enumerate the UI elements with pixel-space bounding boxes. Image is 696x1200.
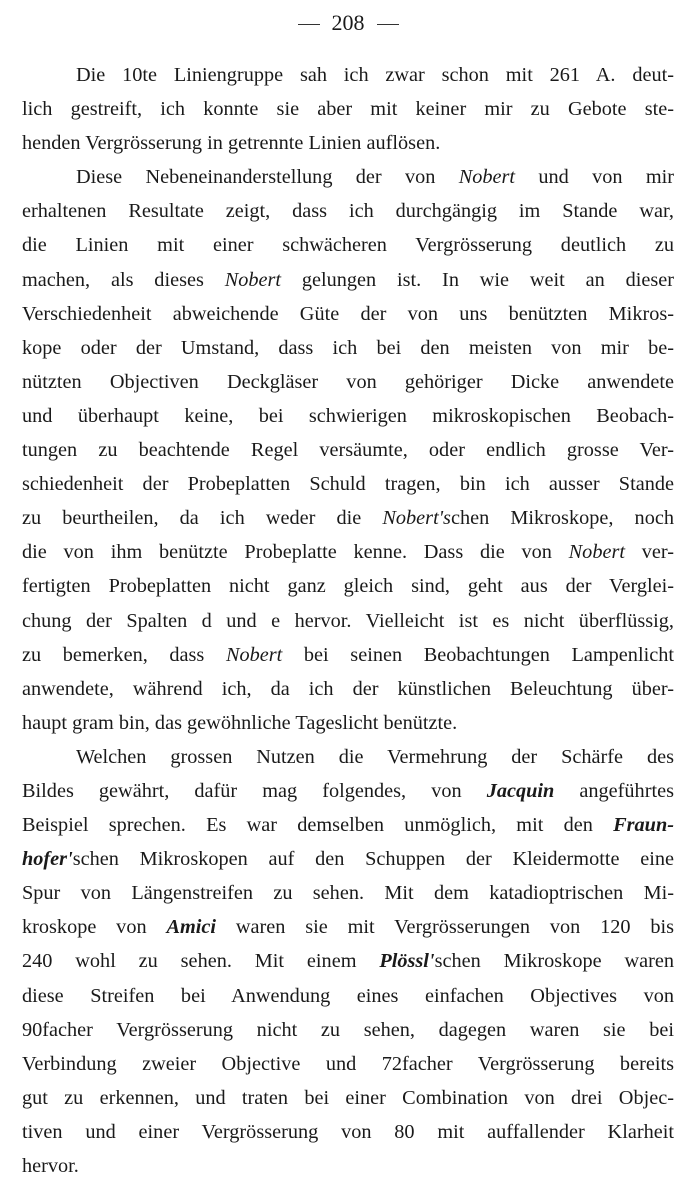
text-segment: erhaltenen Resultate zeigt, dass ich durchgängig im Stande war, — [22, 200, 674, 223]
text-segment: ver- — [625, 541, 674, 564]
emphasized-name: Nobert — [458, 166, 516, 189]
text-line — [22, 706, 674, 740]
text-line — [22, 774, 674, 808]
text-segment: bei seinen Beobachtungen Lampenlicht — [282, 643, 674, 666]
text-line — [22, 1149, 674, 1183]
text-line — [22, 331, 674, 365]
emphasized-name: Fraun- — [613, 814, 674, 837]
text-segment: Die 10te Liniengruppe sah ich zwar schon mit 261 A. deut- — [76, 64, 674, 86]
text-segment: hervor. — [22, 1155, 79, 1177]
text-segment: Beispiel sprechen. Es war demselben unmöglich, mit den — [22, 814, 614, 837]
text-segment: schiedenheit der Probeplatten Schuld tragen, bin ich ausser Stande — [22, 473, 674, 496]
text-line — [22, 160, 674, 194]
header-dash-left — [298, 24, 320, 25]
emphasized-name: Nobert — [568, 541, 625, 564]
text-line — [22, 467, 674, 501]
emphasized-name: Plössl' — [379, 950, 435, 973]
text-segment: kroskope von — [22, 916, 167, 939]
text-segment: 240 wohl zu sehen. Mit einem — [22, 950, 380, 973]
text-segment: schen Mikroskopen auf den Schuppen der Kleidermotte eine — [72, 848, 674, 871]
text-segment: machen, als dieses — [22, 268, 225, 291]
text-line — [22, 740, 674, 774]
text-segment: Diese Nebeneinanderstellung der von — [76, 166, 459, 189]
text-line — [22, 1047, 674, 1081]
text-line — [22, 297, 674, 331]
text-line — [22, 433, 674, 467]
text-segment: anwendete, während ich, da ich der künstlichen Beleuchtung über- — [22, 677, 674, 700]
text-line — [22, 604, 674, 638]
text-line — [22, 944, 674, 978]
text-line — [22, 876, 674, 910]
text-line — [22, 842, 674, 876]
text-segment: die von ihm benützte Probeplatte kenne. Dass die von — [22, 541, 569, 564]
text-line — [22, 194, 674, 228]
text-line — [22, 126, 674, 160]
page-header — [0, 10, 696, 36]
text-segment: die Linien mit einer schwächeren Vergrösserung deutlich zu — [22, 234, 674, 257]
text-segment: haupt gram bin, das gewöhnliche Tageslicht benützte. — [22, 711, 458, 734]
text-segment: und von mir — [515, 166, 674, 189]
text-line — [22, 501, 674, 535]
text-line — [22, 910, 674, 944]
text-segment: henden Vergrösserung in getrennte Linien auflösen. — [22, 132, 441, 155]
text-line — [22, 365, 674, 399]
text-segment: lich gestreift, ich konnte sie aber mit keiner mir zu Gebote ste- — [22, 98, 674, 121]
text-segment: Verschiedenheit abweichende Güte der von uns benützten Mikros- — [22, 302, 674, 325]
emphasized-name: hofer' — [22, 848, 73, 871]
text-line — [22, 569, 674, 603]
text-segment: chen Mikroskope, noch — [450, 507, 674, 530]
text-segment: waren sie mit Vergrösserungen von 120 bis — [216, 916, 674, 939]
text-line — [22, 58, 674, 92]
text-segment: Welchen grossen Nutzen die Vermehrung der Schärfe des — [76, 745, 674, 768]
text-line — [22, 263, 674, 297]
text-segment: nützten Objectiven Deckgläser von gehöriger Dicke anwendete — [22, 370, 674, 393]
text-line — [22, 638, 674, 672]
text-segment: 90facher Vergrösserung nicht zu sehen, dagegen waren sie bei — [22, 1018, 674, 1041]
emphasized-name: Nobert's — [382, 507, 451, 530]
text-line — [22, 1115, 674, 1149]
body-text — [22, 58, 674, 1183]
text-segment: gut zu erkennen, und traten bei einer Combination von drei Objec- — [22, 1086, 674, 1109]
text-segment: gelungen ist. In wie weit an dieser — [281, 268, 674, 291]
text-line — [22, 92, 674, 126]
emphasized-name: Amici — [166, 916, 217, 939]
text-segment: Bildes gewährt, dafür mag folgendes, von — [22, 779, 487, 802]
text-segment: chung der Spalten d und e hervor. Vielleicht ist es nicht überflüssig, — [22, 609, 674, 632]
emphasized-name: Nobert — [225, 643, 283, 666]
text-segment: zu bemerken, dass — [22, 643, 226, 666]
text-segment: Spur von Längenstreifen zu sehen. Mit dem katadioptrischen Mi- — [22, 882, 674, 905]
text-segment: fertigten Probeplatten nicht ganz gleich sind, geht aus der Verglei- — [22, 575, 674, 598]
text-line — [22, 979, 674, 1013]
emphasized-name: Nobert — [224, 268, 282, 291]
text-segment: diese Streifen bei Anwendung eines einfachen Objectives von — [22, 984, 674, 1007]
text-line — [22, 535, 674, 569]
emphasized-name: Jacquin — [486, 779, 555, 802]
text-segment: kope oder der Umstand, dass ich bei den meisten von mir be- — [22, 336, 674, 359]
page-number: 208 — [331, 10, 365, 35]
text-segment: tiven und einer Vergrösserung von 80 mit auffallender Klarheit — [22, 1120, 674, 1143]
text-line — [22, 1081, 674, 1115]
text-segment: schen Mikroskope waren — [434, 950, 674, 973]
text-line — [22, 808, 674, 842]
text-segment: angeführtes — [554, 779, 674, 802]
text-segment: und überhaupt keine, bei schwierigen mikroskopischen Beobach- — [22, 404, 674, 427]
text-segment: zu beurtheilen, da ich weder die — [22, 507, 383, 530]
text-segment: tungen zu beachtende Regel versäumte, oder endlich grosse Ver- — [22, 439, 674, 462]
header-dash-right — [377, 24, 399, 25]
text-line — [22, 672, 674, 706]
text-line — [22, 1013, 674, 1047]
text-line — [22, 228, 674, 262]
text-line — [22, 399, 674, 433]
text-segment: Verbindung zweier Objective und 72facher Vergrösserung bereits — [22, 1052, 674, 1075]
